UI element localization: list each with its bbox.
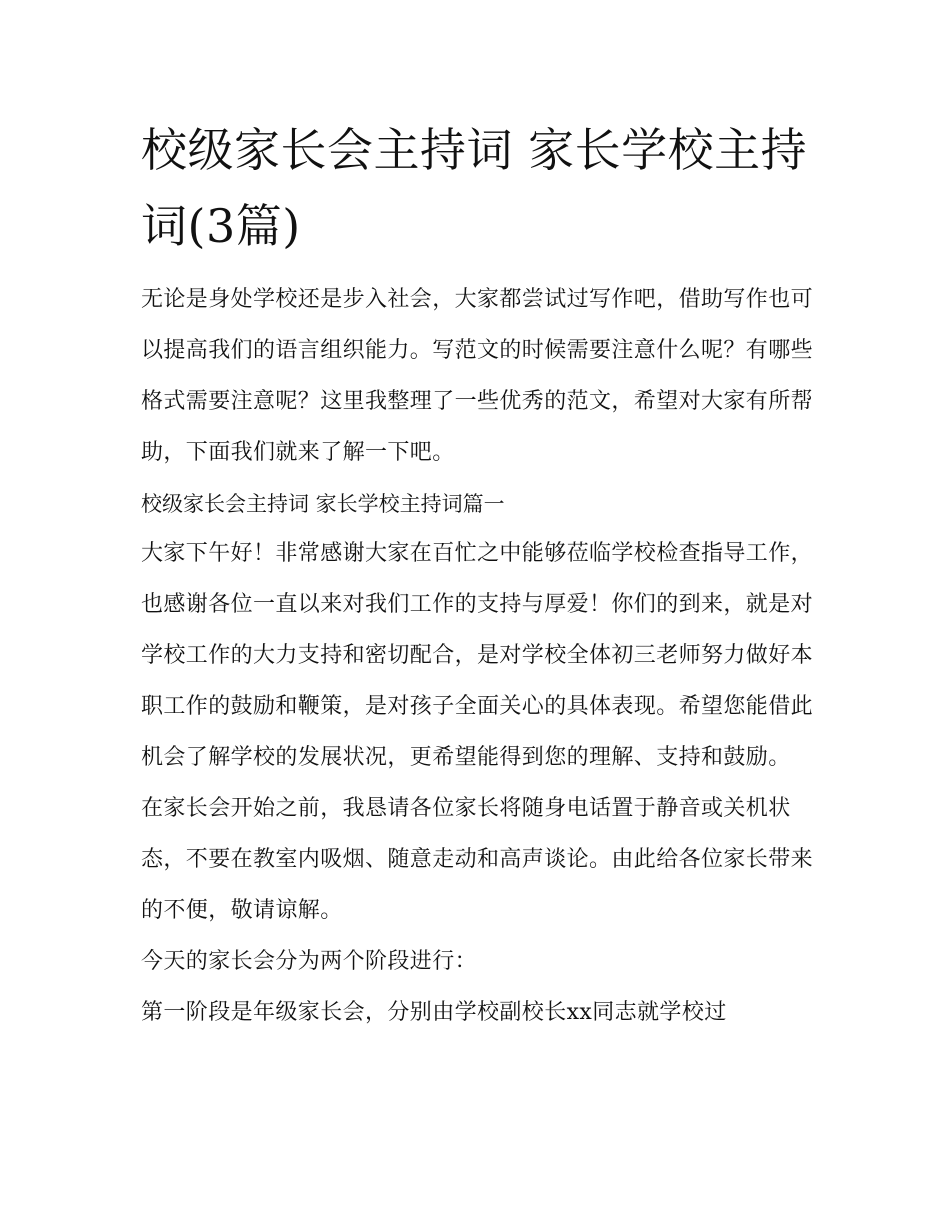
body-paragraph-2: 在家长会开始之前，我恳请各位家长将随身电话置于静音或关机状态，不要在教室内吸烟、随意走动和高声谈论。由此给各位家长带来的不便，敬请谅解。 <box>141 796 814 923</box>
body-paragraph-1: 大家下午好！非常感谢大家在百忙之中能够莅临学校检查指导工作，也感谢各位一直以来对我们工作的支持与厚爱！你们的到来，就是对学校工作的大力支持和密切配合，是对学校全体初三老师努力做好本职工作的鼓励和鞭策，是对孩子全面关心的具体表现。希望您能借此机会了解学校的发展状况，更希望能得到您的理解、支持和鼓励。 <box>141 541 814 770</box>
section-heading: 校级家长会主持词 家长学校主持词篇一 <box>141 492 505 516</box>
document-page <box>141 112 813 1038</box>
intro-paragraph: 无论是身处学校还是步入社会，大家都尝试过写作吧，借助写作也可以提高我们的语言组织能力。写范文的时候需要注意什么呢？有哪些格式需要注意呢？这里我整理了一些优秀的范文，希望对大家有所帮助，下面我们就来了解一下吧。 <box>141 287 814 465</box>
body-paragraph-4: 第一阶段是年级家长会，分别由学校副校长xx同志就学校过 <box>141 1000 727 1025</box>
body-paragraph-3: 今天的家长会分为两个阶段进行： <box>141 949 478 974</box>
document-title: 校级家长会主持词 家长学校主持词(3篇) <box>141 123 808 253</box>
